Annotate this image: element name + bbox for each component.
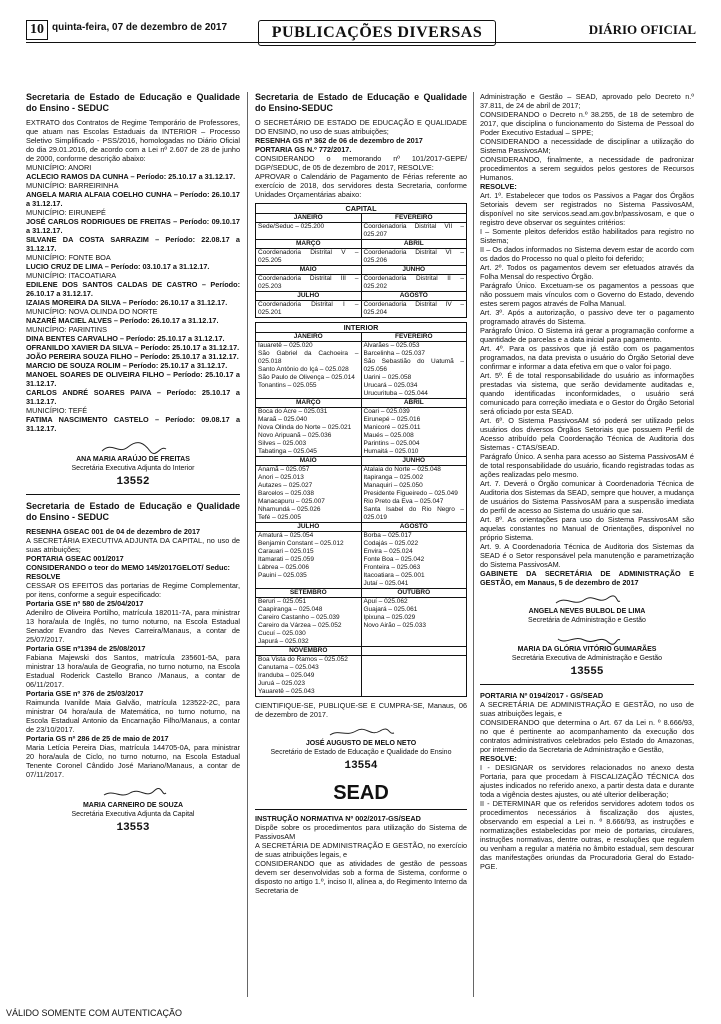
- instrucao-normativa-continued: [480, 92, 694, 587]
- signature-block: [480, 633, 694, 663]
- paragraph: SILVANE DA COSTA SARRAZIM – Período: 22.08.17 a 31.12.17.: [26, 235, 240, 253]
- paragraph: APROVAR o Calendário de Pagamento de Férias referente ao exercício de 2018, dos servidores desta Secretaria, conforme Unidades Orçamentárias abaixo:: [255, 172, 467, 199]
- interior-schedule-table: [255, 332, 467, 697]
- paragraph: CONSIDERANDO que determina o Art. 67 da Lei n. º 8.666/93, no que é pertinente ao acompanhamento da execução dos contratos administrativos celebrados pelo Estado do Amazonas, por intermédio da Secretaria de Administração e Gestão,: [480, 718, 694, 754]
- month-header-cell: ABRIL: [361, 399, 467, 408]
- table-row: [256, 292, 467, 301]
- table-row: [256, 647, 467, 656]
- signature-scribble: [98, 441, 168, 455]
- paragraph: O SECRETÁRIO DE ESTADO DE EDUCAÇÃO E QUALIDADE DO ENSINO, no uso de suas atribuições;: [255, 118, 467, 136]
- paragraph: Dispõe sobre os procedimentos para utilização do Sistema de PassivosAM: [255, 823, 467, 841]
- paragraph: MUNICÍPIO: PARINTINS: [26, 325, 107, 334]
- paragraph: CESSAR OS EFEITOS das portarias de Regime Complementar, por itens, conforme a seguir especificado:: [26, 581, 240, 599]
- contract-extract: [26, 118, 240, 433]
- paragraph: Art. 9. A Coordenadoria Técnica de Auditoria dos Sistemas da SEAD é o Setor responsável pela manutenção e parametrização do Sistema PassivosAM.: [480, 542, 694, 569]
- table-caption: INTERIOR: [255, 322, 467, 332]
- authentication-stamp: 13555: [570, 666, 604, 678]
- column-2: [255, 92, 467, 895]
- signature-scribble: [326, 727, 396, 739]
- paragraph: MUNICÍPIO: BARREIRINHA: [26, 181, 119, 190]
- month-header-cell: FEVEREIRO: [361, 333, 467, 342]
- paragraph: Parágrafo Único. A senha para acesso ao Sistema PassivosAM é de total responsabilidade do usuário, ficando registradas todas as ações realizadas pelo mesmo.: [480, 452, 694, 479]
- paragraph: Fabiana Majewski dos Santos, matrícula 235601-5A, para ministrar 13 hora/aula de Geografia, no turno noturno, na Escola Estadual Roderick Castello Branco /Manaus, a contar de 06/11/2017.: [26, 653, 240, 689]
- sead-heading: SEAD: [333, 782, 389, 804]
- unit-cell: Borba – 025.017 Codajás – 025.022 Envira – 025.024 Fonte Boa – 025.042 Fronteira – 025.063 Itacoatiara – 025.001 Jutaí – 025.041: [361, 532, 467, 589]
- paragraph: CONSIDERANDO o teor do MEMO 145/2017GELOT/ Seduc:: [26, 563, 230, 572]
- section-heading: Secretaria de Estado de Educação e Qualidade do Ensino-SEDUC: [255, 92, 467, 113]
- table-row: [256, 223, 467, 240]
- portaria-0194-text: [480, 691, 694, 871]
- unit-cell: Atalaia do Norte – 025.048 Itapiranga – 025.002 Manaquiri – 025.050 Presidente Figueiredo – 025.049 Rio Preto da Eva – 025.047 Santa Isabel do Rio Negro – 025.019: [361, 466, 467, 523]
- paragraph: EXTRATO dos Contratos de Regime Temporário de Professores, que atuam nas Escolas Estaduais da INTERIOR – Processo Seletivo Simplificado - PSS/2016, homologadas no Diário Oficial do dia 29.01.2016, de acordo com a Lei nº 2.607 de 28 de junho de 2000, conforme descrição abaixo:: [26, 118, 240, 163]
- paragraph: RESENHA GSEAC 001 de 04 de dezembro de 2017: [26, 527, 201, 536]
- unit-cell: Coordenadoria Distrital VI – 025.206: [361, 249, 467, 266]
- signature-scribble: [552, 633, 622, 645]
- signer-role: Secretária Executiva de Administração e Gestão: [511, 655, 663, 662]
- paragraph: CONSIDERANDO o Decreto n.º 38.255, de 18 de setembro de 2017, que disciplina o funcionamento do Sistema de Pessoal do Poder Executivo Estadual – SPPE;: [480, 110, 694, 137]
- unit-cell: Coordenadoria Distrital II – 025.202: [361, 275, 467, 292]
- month-header-cell: JULHO: [256, 292, 362, 301]
- paragraph: Art. 5º. É de total responsabilidade do usuário as informações prestadas via sistema, que serão devidamente auditadas e, quando identificadas inconformidades, o usuário será comunicado para correção imediata e o Gestor do Órgão Setorial será oficiado por esta SEAD.: [480, 371, 694, 416]
- unit-cell: Anamã – 025.057 Anori – 025.013 Autazes – 025.027 Barcelos – 025.038 Manacapuru – 025.007 Nhamundá – 025.026 Tefé – 025.005: [256, 466, 362, 523]
- unit-cell: Amaturá – 025.054 Benjamin Constant – 025.012 Carauari – 025.015 Itamarati – 025.059 Lábrea – 025.006 Pauini – 025.035: [256, 532, 362, 589]
- paragraph: Portaria GSE nº1394 de 25/08/2017: [26, 644, 146, 653]
- paragraph: Portaria GS nº 286 de 25 de maio de 2017: [26, 734, 169, 743]
- paragraph: Portaria GSE nº 376 de 25/03/2017: [26, 689, 144, 698]
- paragraph: JOÃO PEREIRA SOUZA FILHO – Período: 25.10.17 a 31.12.17.: [26, 352, 239, 361]
- paragraph: II - DETERMINAR que os referidos servidores adotem todos os procedimentos necessários à fiscalização dos ajustes, observando em especial a Lei n. º 8.666/93, as instruções e normatizações estabelecidas por meio de portarias, circulares, instruções normativas, dentre outras, e resoluções que regulem ou venham a regular a matéria no âmbito estadual, sem descurar das manifestações oriundas da Procuradoria Geral do Estado-PGE.: [480, 799, 694, 871]
- table-row: [256, 408, 467, 457]
- month-header-cell: AGOSTO: [361, 523, 467, 532]
- paragraph: EDILENE DOS SANTOS CALDAS DE CASTRO – Período: 26.10.17 a 31.12.17.: [26, 280, 240, 298]
- paragraph: Parágrafo Único. Excetuam-se os pagamentos a pessoas que não possuem mais vínculos com o Governo do Estado, devendo estes serem pagos através de Folha Manual.: [480, 281, 694, 308]
- month-header-cell: JUNHO: [361, 266, 467, 275]
- column-divider: [247, 92, 248, 997]
- signer-name: JOSÉ AUGUSTO DE MELO NETO: [305, 740, 417, 747]
- paragraph: JOSÉ CARLOS RODRIGUES DE FREITAS – Período: 09.10.17 a 31.12.17.: [26, 217, 240, 235]
- table-row: [256, 275, 467, 292]
- paragraph: A SECRETÁRIA EXECUTIVA ADJUNTA DA CAPITAL, no uso de suas atribuições;: [26, 536, 240, 554]
- paragraph: Art. 1º. Estabelecer que todos os Passivos a Pagar dos Órgãos Setoriais devem ser registrados no Sistema PassivosAM, disponível no site servicos.sead.am.gov.br/passivosam, e que o registro deve observar os seguintes critérios:: [480, 191, 694, 227]
- divider: [255, 809, 467, 810]
- table-row: [256, 214, 467, 223]
- unit-cell: Apuí – 025.062 Guajará – 025.061 Ipixuna – 025.029 Novo Airão – 025.033: [361, 598, 467, 647]
- signature-scribble: [552, 595, 622, 607]
- paragraph: ACLECIO RAMOS DA CUNHA – Período: 25.10.17 a 31.12.17.: [26, 172, 236, 181]
- month-header-cell: FEVEREIRO: [361, 214, 467, 223]
- unit-cell: Coordenadoria Distrital V – 025.205: [256, 249, 362, 266]
- table-row: [256, 523, 467, 532]
- section-heading: Secretaria de Estado de Educação e Qualidade do Ensino - SEDUC: [26, 92, 240, 113]
- unit-cell: Boa Vista do Ramos – 025.052 Canutama – 025.043 Iranduba – 025.049 Juruá – 025.023 Yauaretê – 025.043: [256, 656, 362, 697]
- paragraph: Art. 6º. O Sistema PassivosAM só poderá ser utilizado pelos usuários dos diversos Órgãos Setoriais que possuem Perfil de Acesso atribuído pela Coordenação Técnica de Auditoria dos Sistemas - CTAS/SEAD.: [480, 416, 694, 452]
- issue-date: quinta-feira, 07 de dezembro de 2017: [52, 22, 228, 33]
- table-row: [256, 399, 467, 408]
- month-header-cell: JULHO: [256, 523, 362, 532]
- paragraph: MUNICÍPIO: NOVA OLINDA DO NORTE: [26, 307, 158, 316]
- month-header-cell: ABRIL: [361, 240, 467, 249]
- paragraph: MUNICÍPIO: ITACOATIARA: [26, 271, 117, 280]
- unit-cell: Coordenadoria Distrital IV – 025.204: [361, 301, 467, 318]
- signer-name: ANGELA NEVES BULBOL DE LIMA: [528, 608, 646, 615]
- authentication-stamp: 13553: [116, 822, 150, 834]
- paragraph: Parágrafo Único. O Sistema irá gerar a programação conforme a quantidade de parcelas e a data inicial para pagamento.: [480, 326, 694, 344]
- divider: [480, 684, 694, 685]
- paragraph: RESOLVE: [26, 572, 61, 581]
- unit-cell: Iauaretê – 025.020 São Gabriel da Cachoeira – 025.018 Santo Antônio do Içá – 025.028 São Paulo de Olivença – 025.014 Tonantins – 025.055: [256, 342, 362, 399]
- paragraph: A SECRETÁRIA DE ADMINISTRAÇÃO E GESTÃO, no uso de suas atribuições legais, e: [480, 700, 694, 718]
- month-header-cell: MAIO: [256, 457, 362, 466]
- signer-name: MARIA CARNEIRO DE SOUZA: [82, 802, 184, 809]
- month-header-cell: AGOSTO: [361, 292, 467, 301]
- month-header-cell: JUNHO: [361, 457, 467, 466]
- table-row: [256, 333, 467, 342]
- paragraph: OFRANILDO XAVIER DA SILVA – Período: 25.10.17 a 31.12.17.: [26, 343, 240, 352]
- unit-cell: Coordenadoria Distrital I – 025.201: [256, 301, 362, 318]
- unit-cell: Coordenadoria Distrital III – 025.203: [256, 275, 362, 292]
- section-title: PUBLICAÇÕES DIVERSAS: [258, 20, 496, 46]
- column-3: [480, 92, 694, 871]
- paragraph: Adenilro de Oliveira Portilho, matrícula 182011-7A, para ministrar 13 hora/aula de Inglês, no turno noturno, na Escola Estadual Senador Evandro das Neves Carreira/Manaus, a contar de 25/07/2017.: [26, 608, 240, 644]
- paragraph: NAZARÉ MACIEL ALVES – Período: 26.10.17 a 31.12.17.: [26, 316, 219, 325]
- capital-schedule-table: [255, 213, 467, 318]
- portaria-text: [255, 118, 467, 199]
- publication-name: DIÁRIO OFICIAL: [588, 22, 696, 37]
- month-header-cell: JANEIRO: [256, 333, 362, 342]
- paragraph: RESOLVE:: [480, 754, 517, 763]
- table-row: [256, 466, 467, 523]
- month-header-cell: MAIO: [256, 266, 362, 275]
- unit-cell: [361, 656, 467, 697]
- table-row: [256, 589, 467, 598]
- page-number: 10: [26, 20, 48, 40]
- unit-cell: Sede/Seduc – 025.200: [256, 223, 362, 240]
- paragraph: PORTARIA Nº 0194/2017 - GS/SEAD: [480, 691, 604, 700]
- authentication-stamp: 13552: [116, 476, 150, 488]
- signer-name: MARIA DA GLÓRIA VITÓRIO GUIMARÃES: [517, 646, 657, 653]
- table-row: [256, 266, 467, 275]
- paragraph: MUNICÍPIO: EIRUNEPÉ: [26, 208, 106, 217]
- table-row: [256, 301, 467, 318]
- signer-role: Secretário de Estado de Educação e Qualidade do Ensino: [270, 749, 452, 756]
- instrucao-normativa-text: [255, 814, 467, 895]
- paragraph: ANGELA MARIA ALFAIA COELHO CUNHA – Período: 26.10.17 a 31.12.17.: [26, 190, 240, 208]
- paragraph: MUNICÍPIO: TEFÉ: [26, 406, 88, 415]
- signature-scribble: [98, 787, 168, 801]
- paragraph: Art. 7. Deverá o Órgão comunicar à Coordenadoria Técnica de Auditoria dos Sistemas da SEAD, sempre que houver, a mudança de usuários do Sistema PassivosAM para a suspensão imediata do perfil de acesso ao Sistema do usuário que sai.: [480, 479, 694, 515]
- divider: [26, 494, 240, 495]
- header-rule: [26, 42, 696, 43]
- paragraph: CONSIDERANDO que as atividades de gestão de pessoas devem ser desenvolvidas sob a forma de Sistema, conforme o disposto no artigo 1.º, inciso II, alínea a, do Regimento Interno da Secretaria de: [255, 859, 467, 895]
- signature-block: [26, 441, 240, 473]
- signer-role: Secretária de Administração e Gestão: [528, 617, 646, 624]
- paragraph: PORTARIA GS N.º 772/2017.: [255, 145, 352, 154]
- resenha-text: [26, 527, 240, 779]
- month-header-cell: NOVEMBRO: [256, 647, 362, 656]
- paragraph: RESENHA GS nº 362 de 06 de dezembro de 2017: [255, 136, 423, 145]
- month-header-cell: MARÇO: [256, 399, 362, 408]
- unit-cell: Alvarães – 025.053 Barcelinha – 025.037 São Sebastião do Uatumã – 025.056 Uarini – 025.058 Urucará – 025.034 Urucurituba – 025.044: [361, 342, 467, 399]
- table-row: [256, 249, 467, 266]
- paragraph: DINA BENTES CARVALHO – Período: 25.10.17 a 31.12.17.: [26, 334, 225, 343]
- authentication-stamp: 13554: [344, 760, 378, 772]
- unit-cell: Coari – 025.039 Eirunepé – 025.016 Manicoré – 025.011 Maués – 025.008 Parintins – 025.004 Humaitá – 025.010: [361, 408, 467, 457]
- paragraph: LUCIO CRUZ DE LIMA – Período: 03.10.17 a 31.12.17.: [26, 262, 210, 271]
- paragraph: MANOEL SOARES DE OLIVEIRA FILHO – Período: 25.10.17 a 31.12.17.: [26, 370, 240, 388]
- closing-text: CIENTIFIQUE-SE, PUBLIQUE-SE E CUMPRA-SE, Manaus, 06 de dezembro de 2017.: [255, 701, 467, 719]
- signature-block: [26, 787, 240, 819]
- paragraph: Portaria GSE nº 580 de 25/04/2017: [26, 599, 144, 608]
- paragraph: A SECRETÁRIA DE ADMINISTRAÇÃO E GESTÃO, no exercício de suas atribuições legais, e: [255, 841, 467, 859]
- table-row: [256, 240, 467, 249]
- paragraph: INSTRUÇÃO NORMATIVA Nº 002/2017-GS/SEAD: [255, 814, 421, 823]
- month-header-cell: SETEMBRO: [256, 589, 362, 598]
- signer-name: ANA MARIA ARAÚJO DE FREITAS: [76, 456, 190, 463]
- paragraph: II – Os dados informados no Sistema devem estar de acordo com os dados do Processo no qual o pleito foi deferido;: [480, 245, 694, 263]
- paragraph: I - DESIGNAR os servidores relacionados no anexo desta Portaria, para que procedam à FISCALIZAÇÃO TÉCNICA dos ajustes indicados no referido anexo, a partir desta data e durante toda a vigência destes ajustes, ou até ulterior deliberação;: [480, 763, 694, 799]
- table-row: [256, 532, 467, 589]
- paragraph: I – Somente pleitos deferidos estão habilitados para registro no Sistema;: [480, 227, 694, 245]
- paragraph: PORTARIA GSEAC 001/2017: [26, 554, 124, 563]
- table-row: [256, 656, 467, 697]
- paragraph: GABINETE DA SECRETÁRIA DE ADMINISTRAÇÃO E GESTÃO, em Manaus, 5 de dezembro de 2017: [480, 569, 694, 587]
- unit-cell: Boca do Acre – 025.031 Maraã – 025.040 Nova Olinda do Norte – 025.021 Novo Aripuanã – 025.036 Silves – 025.003 Tabatinga – 025.045: [256, 408, 362, 457]
- table-row: [256, 598, 467, 647]
- table-caption: CAPITAL: [255, 203, 467, 213]
- unit-cell: Coordenadoria Distrital VII – 025.207: [361, 223, 467, 240]
- paragraph: Maria Letícia Pereira Dias, matrícula 144705-0A, para ministrar 20 hora/aula de Ciclo, no turno noturno, na Escola Estadual Tenente Coronel Cândido José Mariano/Manaus, a contar de 07/11/2017.: [26, 743, 240, 779]
- signer-role: Secretária Executiva Adjunta da Capital: [71, 811, 195, 818]
- paragraph: IZAIAS MOREIRA DA SILVA – Período: 26.10.17 a 31.12.17.: [26, 298, 228, 307]
- unit-cell: Beruri – 025.051 Caapiranga – 025.048 Careiro Castanho – 025.039 Careiro da Várzea – 025.052 Cucuí – 025.030 Japurá – 025.032: [256, 598, 362, 647]
- paragraph: Administração e Gestão – SEAD, aprovado pelo Decreto n.º 37.811, de 24 de abril de 2017;: [480, 92, 694, 110]
- column-divider: [473, 92, 474, 997]
- paragraph: CARLOS ANDRÉ SOARES PAIVA – Período: 25.10.17 a 31.12.17.: [26, 388, 240, 406]
- page-header: [26, 20, 696, 68]
- paragraph: CONSIDERANDO, finalmente, a necessidade de padronizar procedimentos a serem seguidos pelos gestores de Recursos Humanos.: [480, 155, 694, 182]
- signer-role: Secretária Executiva Adjunta do Interior: [71, 465, 195, 472]
- column-1: [26, 92, 240, 840]
- month-header-cell: [361, 647, 467, 656]
- paragraph: Art. 8º. As orientações para uso do Sistema PassivosAM são aquelas constantes no Manual de Orientações, disponível no próprio Sistema.: [480, 515, 694, 542]
- paragraph: Raimunda Ivanilde Maia Galvão, matrícula 123522-2C, para ministrar 04 hora/aula de Matemática, no turno noturno, na Escola Estadual Antonio da Encarnação Filho/Manaus, a contar de 23/10/2017.: [26, 698, 240, 734]
- paragraph: RESOLVE:: [480, 182, 517, 191]
- month-header-cell: MARÇO: [256, 240, 362, 249]
- table-row: [256, 457, 467, 466]
- signature-block: [255, 727, 467, 757]
- paragraph: Art. 4º. Para os passivos que já estão com os pagamentos programados, na data prevista o usuário do Órgão Setorial deve confirmar e informar a data efetiva em que o valor foi pago.: [480, 344, 694, 371]
- paragraph: Art. 2º. Todos os pagamentos devem ser efetuados através da Folha Mensal do respectivo Órgão.: [480, 263, 694, 281]
- month-header-cell: JANEIRO: [256, 214, 362, 223]
- table-row: [256, 342, 467, 399]
- paragraph: FATIMA NASCIMENTO CASTELO – Período: 09.08.17 a 31.12.17.: [26, 415, 240, 433]
- paragraph: CONSIDERANDO a necessidade de disciplinar a utilização do Sistema PassivosAM;: [480, 137, 694, 155]
- paragraph: CONSIDERANDO o memorando nº 101/2017-GEPE/ DGP/SEDUC, de 05 de dezembro de 2017, RESOLVE:: [255, 154, 467, 172]
- paragraph: Art. 3º. Após a autorização, o passivo deve ter o pagamento programado através do Sistema.: [480, 308, 694, 326]
- paragraph: MUNICÍPIO: ANORI: [26, 163, 92, 172]
- month-header-cell: OUTUBRO: [361, 589, 467, 598]
- section-heading: Secretaria de Estado de Educação e Qualidade do Ensino - SEDUC: [26, 501, 240, 522]
- paragraph: MUNICÍPIO: FONTE BOA: [26, 253, 111, 262]
- paragraph: MARCIO DE SOUZA ROLIM – Período: 25.10.17 a 31.12.17.: [26, 361, 228, 370]
- footer-note: VÁLIDO SOMENTE COM AUTENTICAÇÃO: [6, 1008, 183, 1018]
- signature-block: [480, 595, 694, 625]
